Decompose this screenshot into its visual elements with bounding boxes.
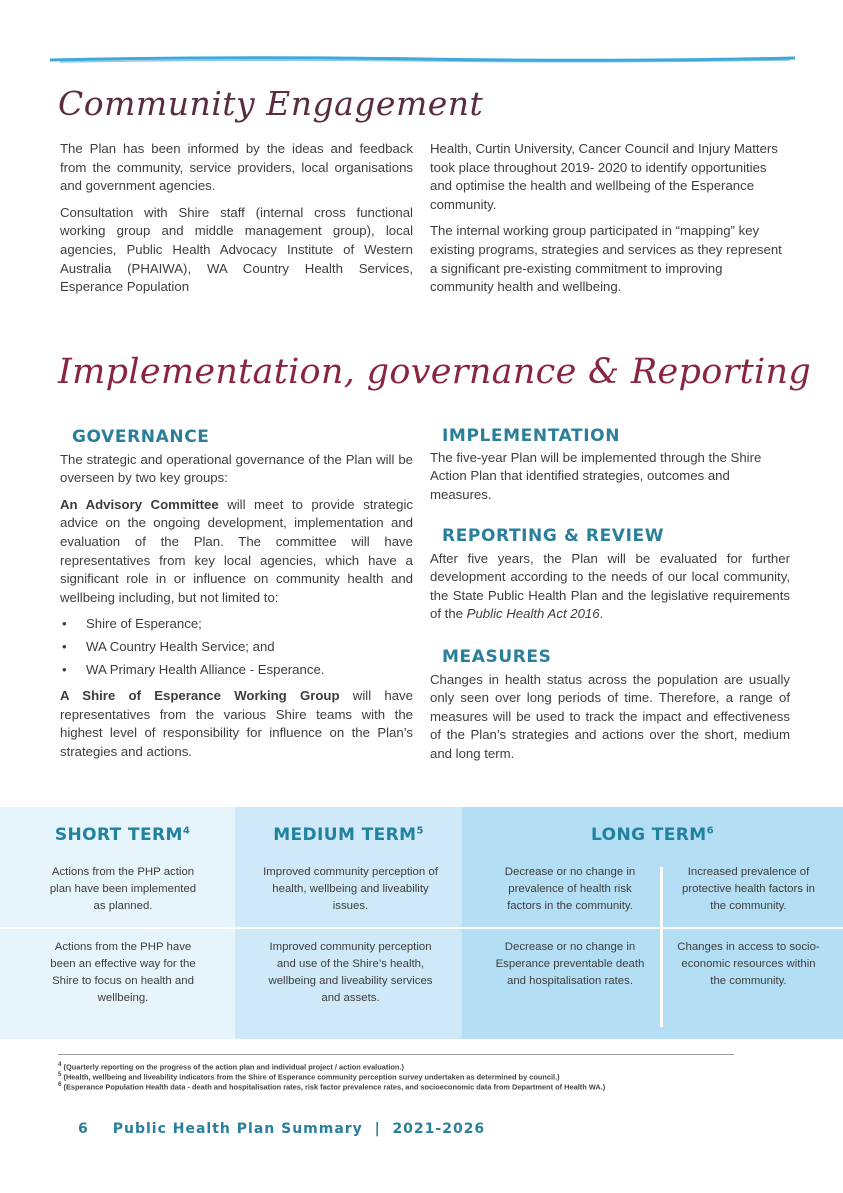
- page-footer: [78, 1121, 485, 1137]
- advisory-committee-label: An Advisory Committee: [60, 496, 219, 512]
- advisory-committee-paragraph: [60, 496, 413, 608]
- medium-term-measure-1: Improved community perception of health, wellbeing and liveability issues.: [263, 866, 438, 912]
- measures-text: Changes in health status across the population are usually only seen over long periods of time. Therefore, a range of measures will be used to track the impact and effectiveness of the Plan’s strategies and actions over the short, medium and long term.: [430, 671, 790, 761]
- long-term-measure-1: Decrease or no change in prevalence of health risk factors in the community.: [504, 866, 636, 912]
- governance-heading: GOVERNANCE: [72, 427, 210, 447]
- community-paragraph-2: Consultation with Shire staff (internal cross functional working group and middle management group), local agencies, Public Health Advocacy Institute of Western Australia (PHAIWA), WA Country Health Services, Esperance Population: [60, 204, 413, 295]
- community-paragraph-3: Health, Curtin University, Cancer Council and Injury Matters took place throughout 2019- 2020 to identify opportunities and optimise the health and wellbeing of the Esperance community.: [430, 141, 778, 212]
- footnote-ref: 5: [416, 825, 424, 837]
- measures-terms-table: [0, 807, 843, 1039]
- long-term-heading: [462, 825, 843, 845]
- short-term-measure-1: Actions from the PHP action plan have been implemented as planned.: [49, 866, 197, 912]
- list-item: • WA Country Health Service; and: [60, 638, 413, 657]
- community-right-column: [430, 140, 785, 305]
- footnote-text: (Quarterly reporting on the progress of the action plan and individual project / action evaluation.): [63, 1062, 404, 1072]
- footnote-ref: 6: [706, 825, 714, 837]
- act-name: Public Health Act 2016: [466, 606, 600, 622]
- reporting-section: [430, 527, 790, 632]
- implementation-governance-title: Implementation, governance & Reporting: [58, 352, 812, 392]
- long-term-measure-3: Decrease or no change in Esperance preventable death and hospitalisation rates.: [495, 941, 645, 987]
- footnote-5: [58, 1071, 560, 1081]
- footnote-ref: 4: [182, 825, 191, 837]
- footnote-number: 4: [58, 1061, 62, 1068]
- implementation-section: [430, 427, 790, 512]
- reporting-text: [430, 550, 790, 624]
- footnote-text: (Esperance Population Health data - death and hospitalisation rates, risk factor prevalence rates, and socioeconomic data from Department of Health WA.): [63, 1082, 606, 1092]
- footnote-6: [58, 1081, 605, 1091]
- governance-intro: The strategic and operational governance of the Plan will be overseen by two key groups:: [60, 451, 413, 486]
- medium-term-measure-2: Improved community perception and use of the Shire’s health, wellbeing and liveability services and assets.: [268, 941, 433, 1004]
- governance-section: [60, 428, 413, 770]
- reporting-heading: REPORTING & REVIEW: [442, 526, 665, 546]
- footer-separator: |: [374, 1121, 381, 1137]
- long-term-measure-2: Increased prevalence of protective health factors in the community.: [682, 866, 815, 912]
- long-term-measure-4: Changes in access to socio-economic resources within the community.: [677, 941, 820, 987]
- page-number: 6: [78, 1121, 89, 1137]
- advisory-members-list: [60, 615, 413, 679]
- advisory-committee-text: will meet to provide strategic advice on the ongoing development, implementation and evaluation of the Plan. The committee will have representatives from key local agencies, which have a significant role in or influence on community health and wellbeing including, but not limited to:: [60, 496, 413, 605]
- measures-heading: MEASURES: [442, 647, 552, 667]
- working-group-label: A Shire of Esperance Working Group: [60, 688, 340, 704]
- medium-term-heading: [235, 825, 462, 845]
- long-term-label: LONG TERM: [591, 825, 707, 845]
- footnote-number: 5: [58, 1071, 62, 1078]
- list-item: • WA Primary Health Alliance - Esperance.: [60, 661, 413, 680]
- footnote-number: 6: [58, 1081, 62, 1088]
- community-paragraph-1: The Plan has been informed by the ideas and feedback from the community, service providers, local organisations and government agencies.: [60, 141, 413, 194]
- community-left-column: [60, 140, 413, 305]
- footer-title: Public Health Plan Summary: [112, 1121, 363, 1137]
- short-term-heading: [0, 825, 245, 845]
- long-term-divider: [660, 867, 663, 1027]
- measures-section: [430, 648, 790, 772]
- implementation-text: The five-year Plan will be implemented through the Shire Action Plan that identified strategies, outcomes and measures.: [430, 449, 762, 502]
- top-divider: [50, 54, 795, 66]
- short-term-measure-2: Actions from the PHP have been an effective way for the Shire to focus on health and wellbeing.: [50, 941, 196, 1004]
- footnote-text: (Health, wellbeing and liveability indicators from the Shire of Esperance community perception survey undertaken as determined by council.): [63, 1072, 560, 1082]
- community-paragraph-4: The internal working group participated in “mapping” key existing programs, strategies and services as they represent a significant pre-existing commitment to improving community health and wellbeing.: [430, 223, 782, 295]
- list-item: • Shire of Esperance;: [60, 615, 413, 634]
- footnote-4: [58, 1061, 404, 1071]
- working-group-text: will have representatives from the various Shire teams with the highest level of responsibility for influence on the Plan’s strategies and actions.: [60, 688, 413, 759]
- short-term-label: SHORT TERM: [54, 825, 183, 845]
- implementation-heading: IMPLEMENTATION: [442, 426, 621, 446]
- community-engagement-title: Community Engagement: [58, 84, 484, 123]
- footnote-divider: [58, 1054, 734, 1055]
- working-group-paragraph: [60, 687, 413, 761]
- reporting-text-main: After five years, the Plan will be evaluated for further development according to the needs of our local community, the State Public Health Plan and the legislative requirements of the: [430, 550, 790, 622]
- footer-years: 2021-2026: [392, 1121, 486, 1137]
- reporting-text-end: .: [599, 606, 604, 622]
- row-divider: [0, 927, 843, 929]
- medium-term-label: MEDIUM TERM: [273, 825, 417, 845]
